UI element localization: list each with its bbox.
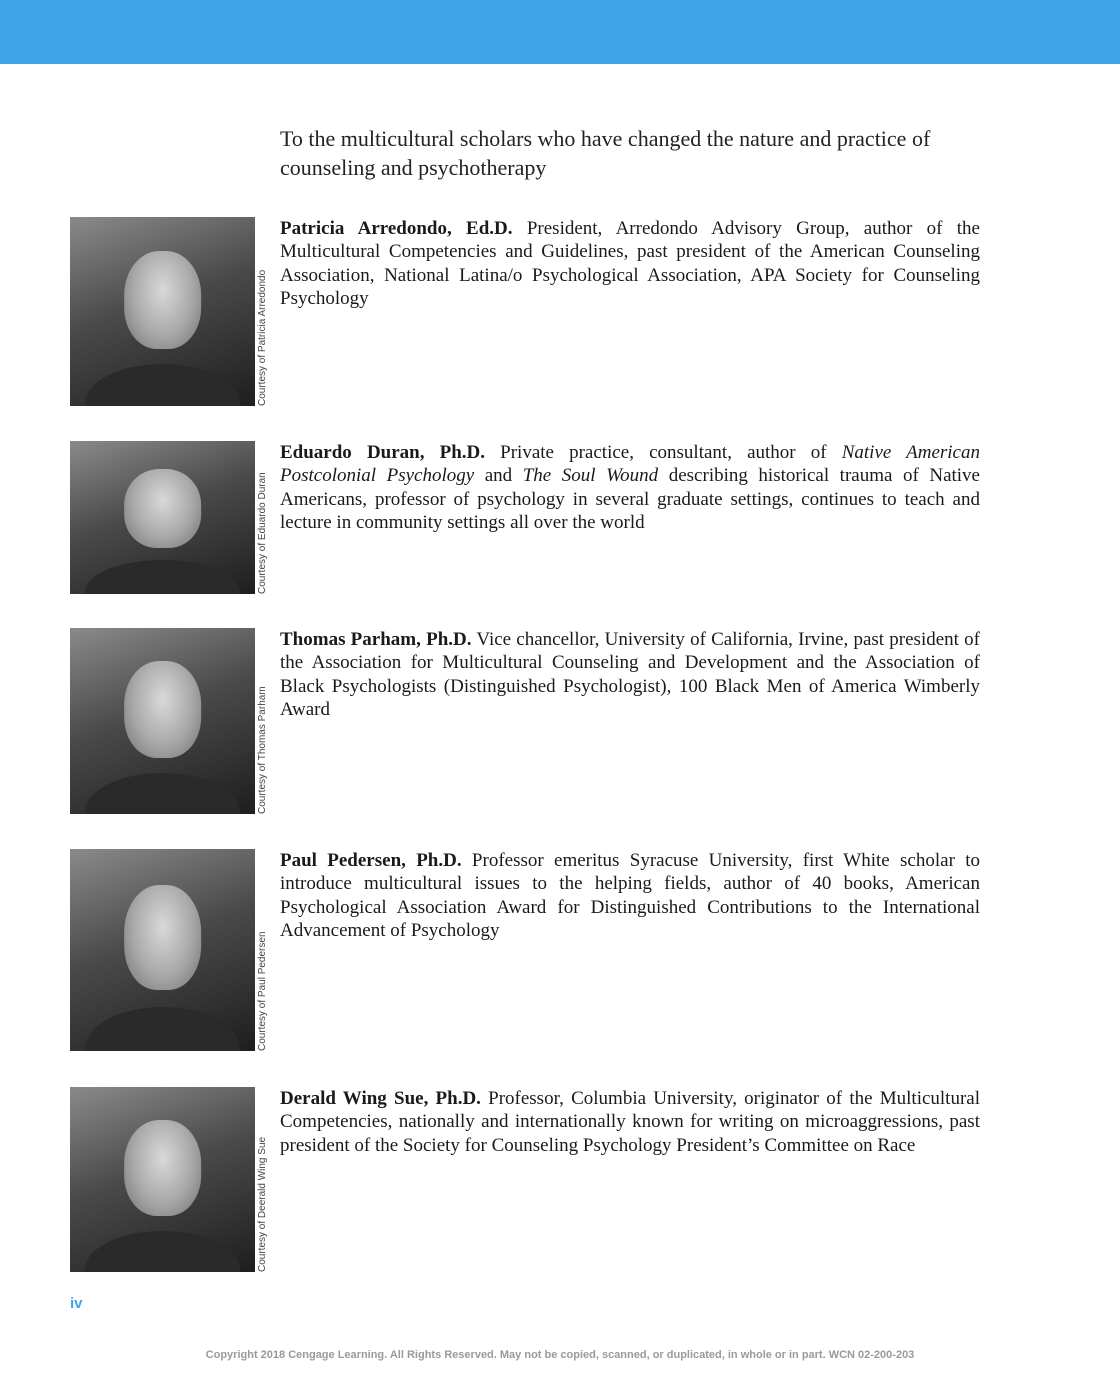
scholar-bio xyxy=(280,217,980,311)
scholar-photo xyxy=(70,849,255,1051)
copyright-notice: Copyright 2018 Cengage Learning. All Rights Reserved. May not be copied, scanned, or duplicated, in whole or in part. WCN 02-200-203 xyxy=(205,1349,915,1361)
scholar-photo xyxy=(70,441,255,594)
scholar-bio xyxy=(280,628,980,722)
scholar-photo xyxy=(70,1087,255,1272)
photo-credit: Courtesy of Deerald Wing Sue xyxy=(257,1136,268,1272)
dedication-text: To the multicultural scholars who have changed the nature and practice of counseling and psychotherapy xyxy=(280,126,931,180)
scholar-description: describing historical trauma of Native Americans, professor of psychology in several graduate settings, continues to teach and lecture in community settings all over the world xyxy=(280,465,980,534)
scholar-description: and xyxy=(474,465,523,487)
scholar-description: Private practice, consultant, author of xyxy=(485,442,842,463)
photo-credit: Courtesy of Paul Pedersen xyxy=(257,931,268,1051)
scholar-name: Thomas Parham, Ph.D. xyxy=(280,629,472,650)
scholar-name: Derald Wing Sue, Ph.D. xyxy=(280,1088,481,1109)
scholar-name: Patricia Arredondo, Ed.D. xyxy=(280,218,513,239)
scholar-bio xyxy=(280,441,980,535)
book-title: Native American Postcolonial Psychology xyxy=(280,442,980,487)
scholar-name: Paul Pedersen, Ph.D. xyxy=(280,850,462,871)
scholar-description: Professor emeritus Syracuse University, first White scholar to introduce multicultural issues to the helping fields, author of 40 books, American Psychological Association Award for Distinguished Contributions to the International Advancement of Psychology xyxy=(280,850,980,942)
scholar-name: Eduardo Duran, Ph.D. xyxy=(280,442,486,463)
page-number: iv xyxy=(70,1295,83,1312)
book-title: The Soul Wound xyxy=(522,465,659,487)
scholar-photo xyxy=(70,217,255,406)
photo-credit: Courtesy of Eduardo Duran xyxy=(257,472,268,594)
scholar-bio xyxy=(280,849,980,943)
scholar-photo xyxy=(70,628,255,814)
scholar-description: Professor, Columbia University, originator of the Multicultural Competencies, nationally and internationally known for writing on microaggressions, past president of the Society for Counseling Psychology President’s Committee on Race xyxy=(280,1088,980,1156)
scholar-description: Vice chancellor, University of California, Irvine, past president of the Association for Multicultural Counseling and Development and the Association of Black Psychologists (Distinguished Psychologist), 100 Black Men of America Wimberly Award xyxy=(280,629,980,721)
scholar-description: President, Arredondo Advisory Group, author of the Multicultural Competencies and Guidelines, past president of the American Counseling Association, National Latina/o Psychological Association, APA Society for Counseling Psychology xyxy=(280,218,980,310)
photo-credit: Courtesy of Thomas Parham xyxy=(257,686,268,814)
header-band xyxy=(0,0,1120,64)
scholar-bio xyxy=(280,1087,980,1157)
photo-credit: Courtesy of Patricia Arredondo xyxy=(257,269,268,406)
